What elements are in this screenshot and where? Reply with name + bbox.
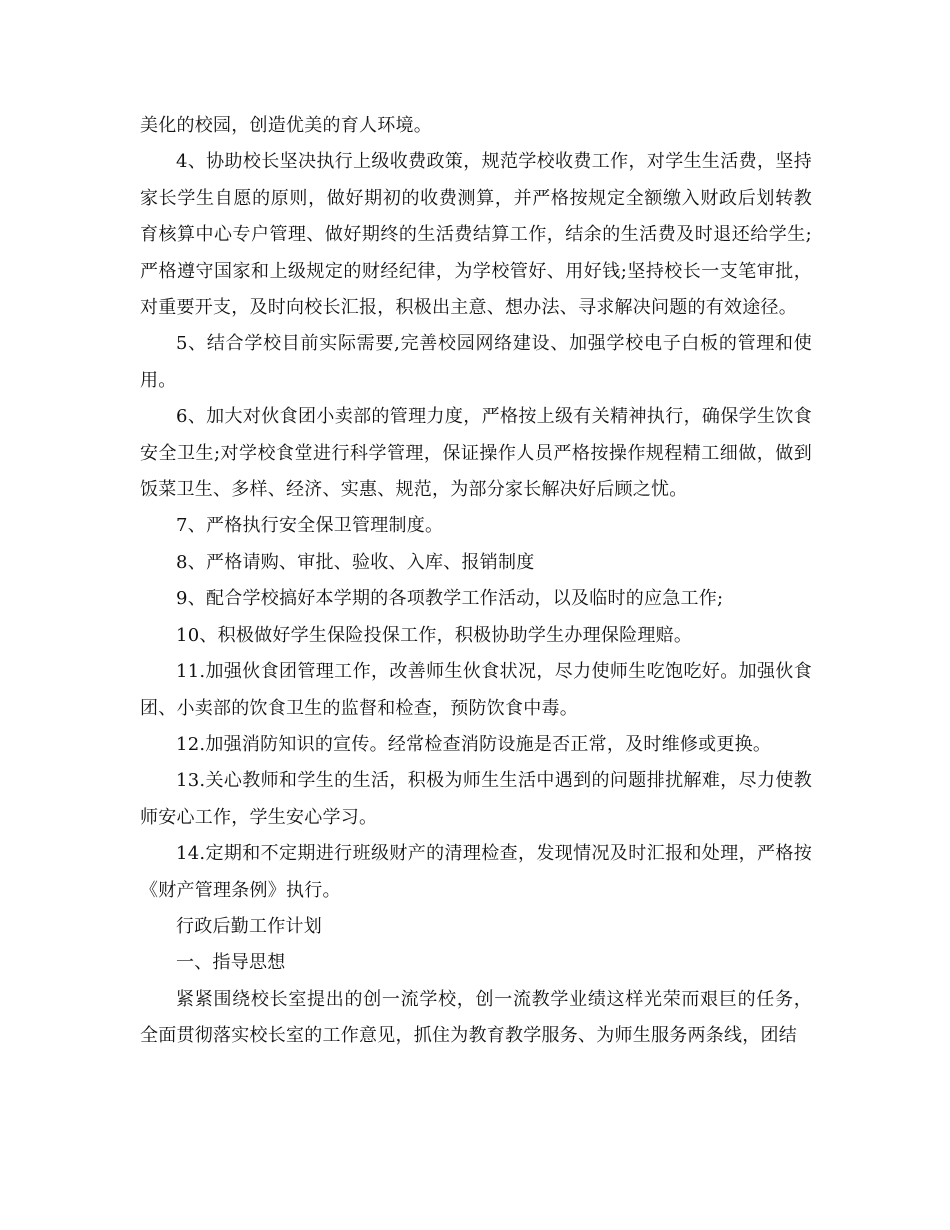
paragraph-12: 14.定期和不定期进行班级财产的清理检查，发现情况及时汇报和处理，严格按《财产管理条例》执行。 <box>140 843 812 901</box>
paragraph-3: 5、结合学校目前实际需要,完善校园网络建设、加强学校电子白板的管理和使用。 <box>140 333 812 391</box>
paragraph-10: 12.加强消防知识的宣传。经常检查消防设施是否正常，及时维修或更换。 <box>176 733 772 755</box>
paragraph-4: 6、加大对伙食团小卖部的管理力度，严格按上级有关精神执行，确保学生饮食安全卫生;对学校食堂进行科学管理，保证操作人员严格按操作规程精工细做，做到饭菜卫生、多样、经济、实惠、规范，为部分家长解决好后顾之忧。 <box>140 406 812 501</box>
section-heading: 一、指导思想 <box>176 952 286 974</box>
section-title: 行政后勤工作计划 <box>176 915 322 937</box>
paragraph-11: 13.关心教师和学生的生活，积极为师生生活中遇到的问题排扰解难，尽力使教师安心工作，学生安心学习。 <box>140 770 812 828</box>
paragraph-6: 8、严格请购、审批、验收、入库、报销制度 <box>176 551 535 573</box>
paragraph-2: 4、协助校长坚决执行上级收费政策，规范学校收费工作，对学生生活费，坚持家长学生自愿的原则，做好期初的收费测算，并严格按规定全额缴入财政后划转教育核算中心专户管理、做好期终的生活费结算工作，结余的生活费及时退还给学生;严格遵守国家和上级规定的财经纪律，为学校管好、用好钱;坚持校长一支笔审批，对重要开支，及时向校长汇报，积极出主意、想办法、寻求解决问题的有效途径。 <box>140 151 812 319</box>
paragraph-1: 美化的校园，创造优美的育人环境。 <box>140 115 432 136</box>
paragraph-9: 11.加强伙食团管理工作，改善师生伙食状况，尽力使师生吃饱吃好。加强伙食团、小卖部的饮食卫生的监督和检查，预防饮食中毒。 <box>140 661 812 719</box>
paragraph-7: 9、配合学校搞好本学期的各项教学工作活动，以及临时的应急工作; <box>176 588 724 610</box>
paragraph-5: 7、严格执行安全保卫管理制度。 <box>176 515 444 537</box>
paragraph-8: 10、积极做好学生保险投保工作，积极协助学生办理保险理赔。 <box>176 624 693 646</box>
document-page <box>140 108 812 1055</box>
paragraph-15: 紧紧围绕校长室提出的创一流学校，创一流教学业绩这样光荣而艰巨的任务，全面贯彻落实校长室的工作意见，抓住为教育教学服务、为师生服务两条线，团结 <box>140 988 812 1047</box>
